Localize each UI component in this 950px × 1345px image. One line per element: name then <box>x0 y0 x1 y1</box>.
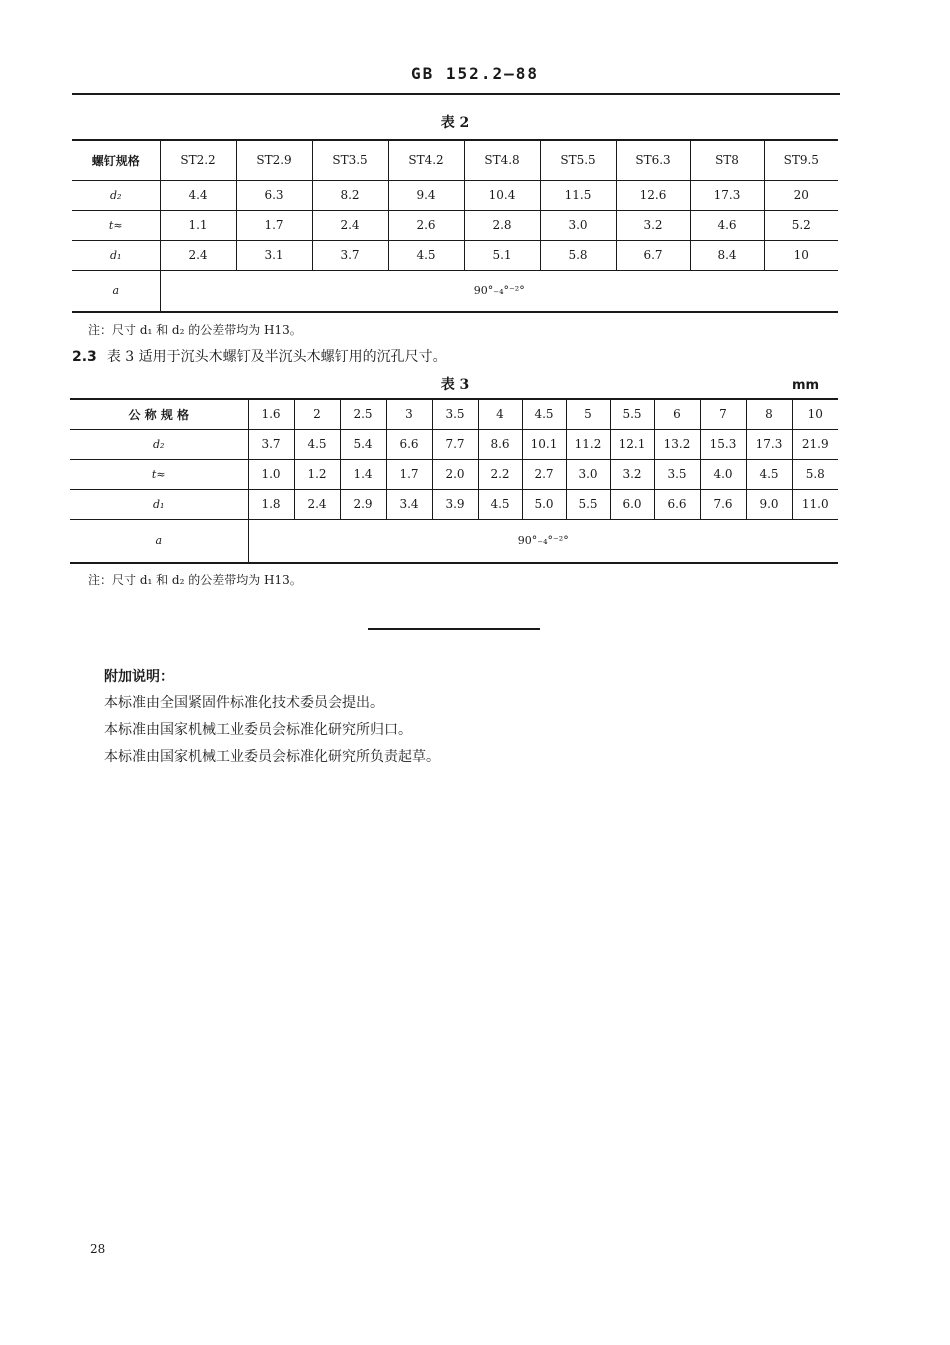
table2-cell: 3.7 <box>312 240 388 270</box>
table3-cell: 5.4 <box>340 429 386 459</box>
table2-header-row <box>72 140 838 180</box>
additional-title: 附加说明： <box>104 669 174 685</box>
table3-cell: 1.2 <box>294 459 340 489</box>
table3-row-label: d₁ <box>70 489 248 519</box>
section-2-3 <box>72 346 447 366</box>
table2-row-angle <box>72 270 838 312</box>
table3-header-row <box>70 399 838 429</box>
table2-head-cell: ST9.5 <box>764 140 838 180</box>
table3-cell: 1.8 <box>248 489 294 519</box>
table2-cell: 12.6 <box>616 180 690 210</box>
table3-cell: 1.0 <box>248 459 294 489</box>
table3-cell: 4.5 <box>294 429 340 459</box>
table3-cell: 6.6 <box>386 429 432 459</box>
table2-row-t <box>72 210 838 240</box>
table2-head-cell: ST3.5 <box>312 140 388 180</box>
page-number: 28 <box>90 1242 106 1256</box>
table2-cell: 1.7 <box>236 210 312 240</box>
additional-line: 本标准由国家机械工业委员会标准化研究所负责起草。 <box>104 749 440 765</box>
table3-cell: 7.7 <box>432 429 478 459</box>
table3-head-label: 公 称 规 格 <box>70 399 248 429</box>
table3-head-cell: 2.5 <box>340 399 386 429</box>
table3-cell: 17.3 <box>746 429 792 459</box>
table2-angle-value: 90°₋₄°⁻²° <box>160 270 838 312</box>
table2-row-label: d₂ <box>72 180 160 210</box>
table3-cell: 4.0 <box>700 459 746 489</box>
table3-head-cell: 5 <box>566 399 610 429</box>
table3-cell: 6.6 <box>654 489 700 519</box>
table3-cell: 21.9 <box>792 429 838 459</box>
section-number: 2.3 <box>72 349 97 365</box>
table2-cell: 5.2 <box>764 210 838 240</box>
table2-cell: 2.6 <box>388 210 464 240</box>
table3-head-cell: 5.5 <box>610 399 654 429</box>
table2-cell: 10 <box>764 240 838 270</box>
header-rule <box>72 93 840 95</box>
table2-cell: 2.4 <box>312 210 388 240</box>
table3-cell: 4.5 <box>746 459 792 489</box>
table2-cell: 8.4 <box>690 240 764 270</box>
table3-cell: 2.0 <box>432 459 478 489</box>
table2-cell: 1.1 <box>160 210 236 240</box>
table2-head-cell: ST4.8 <box>464 140 540 180</box>
table2-cell: 5.1 <box>464 240 540 270</box>
table3-cell: 3.7 <box>248 429 294 459</box>
table2-cell: 3.0 <box>540 210 616 240</box>
table3-cell: 5.5 <box>566 489 610 519</box>
table3-row-label: t≈ <box>70 459 248 489</box>
table3-head-cell: 3 <box>386 399 432 429</box>
table3-cell: 8.6 <box>478 429 522 459</box>
standard-number: GB 152.2—88 <box>411 64 539 83</box>
table3-cell: 1.7 <box>386 459 432 489</box>
table2-head-cell: ST2.2 <box>160 140 236 180</box>
table2-cell: 4.6 <box>690 210 764 240</box>
table3-head-cell: 3.5 <box>432 399 478 429</box>
table3-head-cell: 10 <box>792 399 838 429</box>
table3-cell: 2.9 <box>340 489 386 519</box>
table2-head-cell: ST4.2 <box>388 140 464 180</box>
table3-cell: 2.2 <box>478 459 522 489</box>
table2-cell: 2.4 <box>160 240 236 270</box>
table2 <box>72 139 838 313</box>
table2-head-cell: ST5.5 <box>540 140 616 180</box>
table2-row-label: t≈ <box>72 210 160 240</box>
table3-head-cell: 6 <box>654 399 700 429</box>
table2-cell: 3.2 <box>616 210 690 240</box>
table3-cell: 3.0 <box>566 459 610 489</box>
section-divider <box>368 628 540 630</box>
table2-cell: 3.1 <box>236 240 312 270</box>
table3-row-d1 <box>70 489 838 519</box>
table3-head-cell: 7 <box>700 399 746 429</box>
table2-cell: 4.4 <box>160 180 236 210</box>
table2-cell: 5.8 <box>540 240 616 270</box>
table3-cell: 5.0 <box>522 489 566 519</box>
table2-cell: 20 <box>764 180 838 210</box>
table2-head-cell: ST8 <box>690 140 764 180</box>
table2-cell: 6.3 <box>236 180 312 210</box>
table2-row-d1 <box>72 240 838 270</box>
table2-caption: 表 2 <box>440 115 470 131</box>
table2-cell: 2.8 <box>464 210 540 240</box>
table2-cell: 10.4 <box>464 180 540 210</box>
table3-unit: mm <box>792 378 820 393</box>
table3-row-angle <box>70 519 838 563</box>
table3-cell: 2.4 <box>294 489 340 519</box>
table3-cell: 3.9 <box>432 489 478 519</box>
table3-cell: 3.4 <box>386 489 432 519</box>
table3-row-t <box>70 459 838 489</box>
table3-cell: 6.0 <box>610 489 654 519</box>
table3-cell: 11.2 <box>566 429 610 459</box>
table3-cell: 2.7 <box>522 459 566 489</box>
table2-cell: 6.7 <box>616 240 690 270</box>
table2-head-cell: ST6.3 <box>616 140 690 180</box>
section-text: 表 3 适用于沉头木螺钉及半沉头木螺钉用的沉孔尺寸。 <box>106 349 447 365</box>
table3-head-cell: 4 <box>478 399 522 429</box>
table3-angle-value: 90°₋₄°⁻²° <box>248 519 838 563</box>
table2-row-label: d₁ <box>72 240 160 270</box>
table3-cell: 11.0 <box>792 489 838 519</box>
table3-angle-label: a <box>70 519 248 563</box>
table3-cell: 9.0 <box>746 489 792 519</box>
table3-head-cell: 8 <box>746 399 792 429</box>
table3-cell: 3.2 <box>610 459 654 489</box>
table2-note: 注：尺寸 d₁ 和 d₂ 的公差带均为 H13。 <box>88 323 302 337</box>
table3-row-label: d₂ <box>70 429 248 459</box>
table2-head-cell: ST2.9 <box>236 140 312 180</box>
additional-line: 本标准由全国紧固件标准化技术委员会提出。 <box>104 695 384 711</box>
table3-cell: 13.2 <box>654 429 700 459</box>
table3-head-cell: 1.6 <box>248 399 294 429</box>
table3-cell: 10.1 <box>522 429 566 459</box>
table3-cell: 1.4 <box>340 459 386 489</box>
table2-angle-label: a <box>72 270 160 312</box>
table2-cell: 9.4 <box>388 180 464 210</box>
table3-cell: 4.5 <box>478 489 522 519</box>
table3-note: 注：尺寸 d₁ 和 d₂ 的公差带均为 H13。 <box>88 573 302 587</box>
table2-cell: 8.2 <box>312 180 388 210</box>
table3-cell: 3.5 <box>654 459 700 489</box>
table2-cell: 17.3 <box>690 180 764 210</box>
table3-cell: 12.1 <box>610 429 654 459</box>
table3-head-cell: 4.5 <box>522 399 566 429</box>
table2-cell: 4.5 <box>388 240 464 270</box>
table3 <box>70 398 838 564</box>
table3-row-d2 <box>70 429 838 459</box>
table3-head-cell: 2 <box>294 399 340 429</box>
table2-head-label: 螺钉规格 <box>72 140 160 180</box>
table2-cell: 11.5 <box>540 180 616 210</box>
table3-cell: 15.3 <box>700 429 746 459</box>
table3-cell: 7.6 <box>700 489 746 519</box>
table3-caption: 表 3 <box>440 377 470 393</box>
additional-line: 本标准由国家机械工业委员会标准化研究所归口。 <box>104 722 412 738</box>
table2-row-d2 <box>72 180 838 210</box>
table3-cell: 5.8 <box>792 459 838 489</box>
